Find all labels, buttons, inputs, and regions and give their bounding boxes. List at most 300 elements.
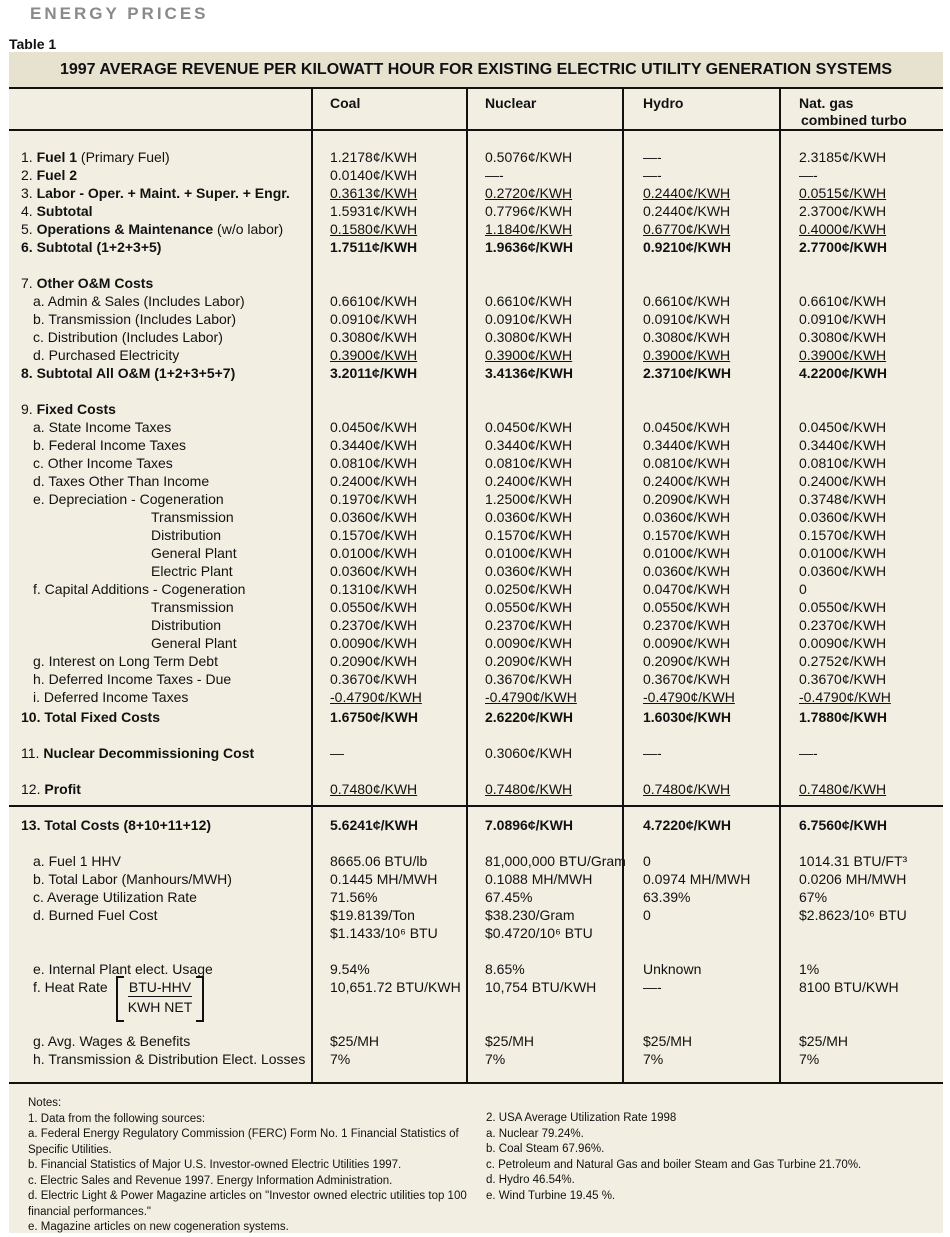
table-cell: 0.0450¢/KWH — [330, 419, 418, 435]
table-row — [9, 166, 943, 184]
table-cell: 0.0100¢/KWH — [643, 545, 731, 561]
table-cell: 0.6610¢/KWH — [643, 293, 731, 309]
table-cell: 0.7796¢/KWH — [485, 203, 573, 219]
row-label — [21, 816, 211, 834]
row-label — [33, 852, 121, 870]
table-cell: 1014.31 BTU/FT³ — [799, 853, 908, 869]
table-cell: 0.2090¢/KWH — [643, 653, 731, 669]
table-cell: 0.0090¢/KWH — [643, 635, 731, 651]
row-label — [151, 526, 221, 544]
column-header-natgas-line2: combined turbo — [801, 112, 907, 128]
table-row — [9, 924, 943, 942]
table-cell: -0.4790¢/KWH — [799, 689, 891, 705]
table-cell: 0.2090¢/KWH — [485, 653, 573, 669]
table-cell: 0.6610¢/KWH — [485, 293, 573, 309]
table-cell: 0.0810¢/KWH — [485, 455, 573, 471]
table-cell: 0.0206 MH/MWH — [799, 871, 907, 887]
table-cell: 0.6770¢/KWH — [643, 221, 731, 237]
note-line: e. Wind Turbine 19.45 %. — [486, 1189, 616, 1202]
table-cell: 0 — [643, 907, 651, 923]
row-label-bold: Subtotal (1+2+3+5) — [36, 239, 162, 255]
row-label — [21, 148, 170, 166]
row-number: 6. — [21, 239, 33, 255]
table-cell: 0.0470¢/KWH — [643, 581, 731, 597]
table-row — [9, 652, 943, 670]
table-cell: 0.0550¢/KWH — [799, 599, 887, 615]
table-cell: 0.1445 MH/MWH — [330, 871, 438, 887]
note-line: 2. USA Average Utilization Rate 1998 — [486, 1112, 677, 1124]
table-cell: 0.1570¢/KWH — [485, 527, 573, 543]
table-cell: 7% — [643, 1051, 664, 1067]
row-label — [33, 346, 179, 364]
row-label-text: b. Total Labor (Manhours/MWH) — [33, 871, 232, 887]
row-label — [33, 292, 245, 310]
table-row — [9, 670, 943, 688]
table-row — [9, 436, 943, 454]
table-cell: 0.3670¢/KWH — [330, 671, 418, 687]
row-label-bold: Subtotal All O&M (1+2+3+5+7) — [36, 365, 236, 381]
row-label-text: c. Distribution (Includes Labor) — [33, 329, 223, 345]
row-label — [21, 274, 153, 292]
table-cell: $25/MH — [485, 1033, 535, 1049]
table-row — [9, 1050, 943, 1068]
table-cell: 0.3440¢/KWH — [330, 437, 418, 453]
row-label-bold: Fuel 2 — [36, 167, 78, 183]
table-cell: 0.0090¢/KWH — [485, 635, 573, 651]
table-row — [9, 562, 943, 580]
table-row — [9, 310, 943, 328]
table-bottom-divider — [9, 1082, 943, 1084]
row-number: 13. — [21, 817, 41, 833]
table-row — [9, 1032, 943, 1050]
table-row — [9, 400, 943, 418]
row-label-text: b. Transmission (Includes Labor) — [33, 311, 237, 327]
note-line: c. Electric Sales and Revenue 1997. Energy Information Administration. — [28, 1174, 393, 1187]
table-cell: —- — [643, 745, 662, 761]
row-label-text: c. Other Income Taxes — [33, 455, 173, 471]
table-row — [9, 526, 943, 544]
table-cell: 0.6610¢/KWH — [330, 293, 418, 309]
table-cell: 81,000,000 BTU/Gram — [485, 853, 626, 869]
row-label-text: e. Internal Plant elect. Usage — [33, 961, 213, 977]
note-line: c. Petroleum and Natural Gas and boiler Steam and Gas Turbine 21.70%. — [486, 1158, 862, 1171]
table-cell: 0.1580¢/KWH — [330, 221, 418, 237]
row-number: 3. — [21, 185, 33, 201]
row-label-text: (w/o labor) — [213, 221, 284, 237]
row-number: 7. — [21, 275, 33, 291]
table-row — [9, 906, 943, 924]
table-cell: 6.7560¢/KWH — [799, 817, 887, 833]
table-row — [9, 780, 943, 798]
table-cell: 0.3080¢/KWH — [330, 329, 418, 345]
table-cell: 0.2752¢/KWH — [799, 653, 887, 669]
row-label-text: b. Federal Income Taxes — [33, 437, 187, 453]
row-label — [33, 1050, 305, 1068]
row-label — [33, 870, 232, 888]
table-row — [9, 148, 943, 166]
table-cell: 0.2400¢/KWH — [330, 473, 418, 489]
table-row — [9, 978, 943, 1015]
row-label-bold: Fixed Costs — [36, 401, 116, 417]
title-divider — [9, 87, 943, 89]
table-cell: $19.8139/Ton — [330, 907, 415, 923]
table-row — [9, 490, 943, 508]
row-label-text: a. Admin & Sales (Includes Labor) — [33, 293, 245, 309]
row-label-text: d. Purchased Electricity — [33, 347, 180, 363]
table-cell: 0.0910¢/KWH — [799, 311, 887, 327]
row-label — [33, 436, 186, 454]
row-label — [21, 708, 160, 726]
table-cell: 0.3440¢/KWH — [799, 437, 887, 453]
row-label-text: f. Capital Additions - Cogeneration — [33, 581, 246, 597]
table-cell: 2.6220¢/KWH — [485, 709, 573, 725]
table-cell: 5.6241¢/KWH — [330, 817, 418, 833]
row-number: 1. — [21, 149, 33, 165]
row-label-bold: Operations & Maintenance — [36, 221, 214, 237]
table-cell: 1.7511¢/KWH — [330, 239, 418, 255]
row-label — [21, 238, 161, 256]
row-label — [33, 418, 171, 436]
table-cell: 0.7480¢/KWH — [485, 781, 573, 797]
row-label-text: d. Taxes Other Than Income — [33, 473, 210, 489]
row-label-text: Electric Plant — [151, 563, 233, 579]
table-row — [9, 238, 943, 256]
row-label — [33, 888, 197, 906]
table-cell: 8.65% — [485, 961, 525, 977]
table-cell: -0.4790¢/KWH — [330, 689, 422, 705]
table-cell: 0.0910¢/KWH — [485, 311, 573, 327]
table-row — [9, 472, 943, 490]
row-label — [33, 454, 173, 472]
table-cell: 0.0550¢/KWH — [485, 599, 573, 615]
table-row — [9, 708, 943, 726]
row-label-text: c. Average Utilization Rate — [33, 889, 197, 905]
table-cell: 7% — [330, 1051, 351, 1067]
table-cell: 0.7480¢/KWH — [799, 781, 887, 797]
row-label-bold: Labor - Oper. + Maint. + Super. + Engr. — [36, 185, 290, 201]
row-label-text: Transmission — [151, 599, 234, 615]
column-header-natgas — [799, 95, 907, 129]
table-row — [9, 364, 943, 382]
table-cell: 67% — [799, 889, 828, 905]
table-cell: 0 — [643, 853, 651, 869]
table-cell: 1.7880¢/KWH — [799, 709, 887, 725]
row-label — [21, 780, 81, 798]
row-number: 10. — [21, 709, 41, 725]
table-cell: 0.0810¢/KWH — [643, 455, 731, 471]
table-cell: 0.3670¢/KWH — [643, 671, 731, 687]
notes-left — [28, 1096, 467, 1236]
notes-right — [486, 1096, 861, 1204]
row-label — [151, 562, 233, 580]
table-cell: —- — [643, 149, 662, 165]
table-label: Table 1 — [9, 36, 57, 52]
table-cell: 1.5931¢/KWH — [330, 203, 418, 219]
row-label — [33, 1032, 190, 1050]
table-cell: 10,651.72 BTU/KWH — [330, 979, 461, 995]
table-cell: 0.0910¢/KWH — [330, 311, 418, 327]
table-cell: 0.0910¢/KWH — [643, 311, 731, 327]
table-row — [9, 816, 943, 834]
table-cell: -0.4790¢/KWH — [643, 689, 735, 705]
table-cell: 0.1310¢/KWH — [330, 581, 418, 597]
row-label — [151, 508, 234, 526]
table-cell: 0.3440¢/KWH — [643, 437, 731, 453]
table-cell: 0.1570¢/KWH — [330, 527, 418, 543]
row-label-text: e. Depreciation - Cogeneration — [33, 491, 224, 507]
table-cell: 0.3080¢/KWH — [485, 329, 573, 345]
row-label-bold: Total Costs (8+10+11+12) — [44, 817, 212, 833]
table-cell: 0.2400¢/KWH — [643, 473, 731, 489]
table-cell: 9.54% — [330, 961, 370, 977]
row-number: 9. — [21, 401, 33, 417]
row-label-text: f. Heat Rate — [33, 979, 108, 995]
table-cell: 1.2178¢/KWH — [330, 149, 418, 165]
table-cell: —- — [799, 167, 818, 183]
cost-table — [9, 52, 943, 1233]
table-cell: 0.7480¢/KWH — [643, 781, 731, 797]
table-cell: 7.0896¢/KWH — [485, 817, 573, 833]
table-cell: 67.45% — [485, 889, 533, 905]
row-number: 8. — [21, 365, 33, 381]
row-label-text: General Plant — [151, 545, 237, 561]
row-label — [151, 544, 237, 562]
table-cell: 8100 BTU/KWH — [799, 979, 899, 995]
row-label — [21, 400, 116, 418]
table-cell: 0.0360¢/KWH — [643, 563, 731, 579]
table-cell: — — [330, 745, 344, 761]
table-row — [9, 508, 943, 526]
fraction-denominator: KWH NET — [127, 999, 193, 1015]
heat-rate-fraction — [116, 978, 205, 1017]
table-cell: 1% — [799, 961, 820, 977]
table-cell: 0.3748¢/KWH — [799, 491, 887, 507]
row-label — [151, 634, 237, 652]
section-header: ENERGY PRICES — [30, 4, 209, 23]
table-row — [9, 634, 943, 652]
table-cell: 3.2011¢/KWH — [330, 365, 418, 381]
table-cell: 0.0360¢/KWH — [485, 563, 573, 579]
row-label-text: i. Deferred Income Taxes — [33, 689, 189, 705]
row-label-text: Distribution — [151, 617, 222, 633]
column-header-coal: Coal — [330, 95, 361, 111]
table-row — [9, 960, 943, 978]
table-row — [9, 870, 943, 888]
note-line: a. Nuclear 79.24%. — [486, 1127, 584, 1140]
table-cell: 0.0360¢/KWH — [485, 509, 573, 525]
table-row — [9, 292, 943, 310]
table-cell: $1.1433/10⁶ BTU — [330, 925, 438, 941]
table-cell: 0.2400¢/KWH — [799, 473, 887, 489]
table-cell: 0.1088 MH/MWH — [485, 871, 593, 887]
row-label — [33, 328, 223, 346]
row-label-text: Distribution — [151, 527, 222, 543]
row-label-text: Transmission — [151, 509, 234, 525]
table-cell: $2.8623/10⁶ BTU — [799, 907, 907, 923]
row-label-text: d. Burned Fuel Cost — [33, 907, 158, 923]
total-divider — [9, 805, 943, 807]
row-label — [33, 906, 158, 924]
table-cell: $25/MH — [799, 1033, 849, 1049]
table-row — [9, 328, 943, 346]
table-cell: 0 — [799, 581, 807, 597]
table-cell: 0.2440¢/KWH — [643, 203, 731, 219]
row-label — [151, 598, 234, 616]
table-cell: 0.0360¢/KWH — [330, 509, 418, 525]
table-cell: 71.56% — [330, 889, 378, 905]
table-cell: 1.1840¢/KWH — [485, 221, 573, 237]
table-cell: $0.4720/10⁶ BTU — [485, 925, 593, 941]
row-label — [21, 364, 235, 382]
table-cell: 4.2200¢/KWH — [799, 365, 887, 381]
table-cell: 0.0810¢/KWH — [799, 455, 887, 471]
table-cell: 0.0450¢/KWH — [485, 419, 573, 435]
table-row — [9, 202, 943, 220]
table-cell: 0.0360¢/KWH — [643, 509, 731, 525]
note-line: financial performances." — [28, 1205, 151, 1218]
row-number: 12. — [21, 781, 41, 797]
table-cell: 0.3613¢/KWH — [330, 185, 418, 201]
table-cell: 0.3900¢/KWH — [330, 347, 418, 363]
row-label — [21, 744, 254, 762]
table-row — [9, 688, 943, 706]
table-cell: $25/MH — [643, 1033, 693, 1049]
table-cell: —- — [643, 167, 662, 183]
row-label — [33, 688, 188, 706]
row-label-text: (Primary Fuel) — [77, 149, 170, 165]
table-cell: 1.2500¢/KWH — [485, 491, 573, 507]
table-cell: 63.39% — [643, 889, 691, 905]
table-row — [9, 598, 943, 616]
row-label-text: General Plant — [151, 635, 237, 651]
table-cell: 0.1970¢/KWH — [330, 491, 418, 507]
note-line: Notes: — [28, 1097, 62, 1109]
table-row — [9, 888, 943, 906]
table-cell: 0.0360¢/KWH — [799, 509, 887, 525]
column-header-hydro: Hydro — [643, 95, 684, 111]
table-cell: 0.2370¢/KWH — [485, 617, 573, 633]
row-label-text: g. Avg. Wages & Benefits — [33, 1033, 191, 1049]
table-row — [9, 220, 943, 238]
table-cell: 0.0100¢/KWH — [799, 545, 887, 561]
table-cell: 0.7480¢/KWH — [330, 781, 418, 797]
table-cell: 0.3900¢/KWH — [485, 347, 573, 363]
table-cell: 0.2370¢/KWH — [643, 617, 731, 633]
table-cell: 0.2370¢/KWH — [330, 617, 418, 633]
table-cell: 0.1570¢/KWH — [799, 527, 887, 543]
table-cell: Unknown — [643, 961, 702, 977]
row-label-text: h. Transmission & Distribution Elect. Losses — [33, 1051, 306, 1067]
table-row — [9, 744, 943, 762]
table-cell: 1.6030¢/KWH — [643, 709, 731, 725]
table-cell: 0.4000¢/KWH — [799, 221, 887, 237]
table-cell: 0.3060¢/KWH — [485, 745, 573, 761]
table-cell: 8665.06 BTU/lb — [330, 853, 428, 869]
note-line: b. Financial Statistics of Major U.S. Investor-owned Electric Utilities 1997. — [28, 1159, 402, 1171]
table-cell: 0.0100¢/KWH — [485, 545, 573, 561]
table-cell: -0.4790¢/KWH — [485, 689, 577, 705]
table-cell: 0.0550¢/KWH — [330, 599, 418, 615]
table-cell: 0.3900¢/KWH — [799, 347, 887, 363]
table-cell: 0.6610¢/KWH — [799, 293, 887, 309]
table-cell: —- — [643, 979, 662, 995]
table-cell: 0.0100¢/KWH — [330, 545, 418, 561]
row-label-bold: Total Fixed Costs — [44, 709, 161, 725]
row-number: 4. — [21, 203, 33, 219]
table-cell: 0.0090¢/KWH — [330, 635, 418, 651]
table-cell: 7% — [485, 1051, 506, 1067]
row-label — [33, 310, 236, 328]
table-cell: 0.0515¢/KWH — [799, 185, 887, 201]
table-cell: 0.0810¢/KWH — [330, 455, 418, 471]
table-cell: 0.3900¢/KWH — [643, 347, 731, 363]
table-cell: 2.3700¢/KWH — [799, 203, 887, 219]
row-label — [21, 166, 77, 184]
table-cell: 1.6750¢/KWH — [330, 709, 418, 725]
row-label-bold: Subtotal — [36, 203, 93, 219]
table-cell: 0.0360¢/KWH — [330, 563, 418, 579]
row-label — [33, 580, 245, 598]
table-cell: 0.2090¢/KWH — [330, 653, 418, 669]
table-cell: 0.2720¢/KWH — [485, 185, 573, 201]
table-cell: 0.3080¢/KWH — [799, 329, 887, 345]
table-cell: 0.2370¢/KWH — [799, 617, 887, 633]
note-line: b. Coal Steam 67.96%. — [486, 1143, 605, 1155]
table-cell: 0.3080¢/KWH — [643, 329, 731, 345]
table-cell: 0.5076¢/KWH — [485, 149, 573, 165]
table-cell: $25/MH — [330, 1033, 380, 1049]
row-label — [21, 202, 93, 220]
table-cell: 4.7220¢/KWH — [643, 817, 731, 833]
row-number: 5. — [21, 221, 33, 237]
row-label — [151, 616, 221, 634]
table-cell: 0.0090¢/KWH — [799, 635, 887, 651]
note-line: e. Magazine articles on new cogeneration systems. — [28, 1221, 289, 1233]
table-cell: 7% — [799, 1051, 820, 1067]
table-cell: 0.0450¢/KWH — [799, 419, 887, 435]
row-label-text: h. Deferred Income Taxes - Due — [33, 671, 232, 687]
table-row — [9, 274, 943, 292]
row-number: 2. — [21, 167, 33, 183]
row-label — [21, 184, 290, 202]
table-cell: 0.0360¢/KWH — [799, 563, 887, 579]
table-cell: 2.7700¢/KWH — [799, 239, 887, 255]
header-divider — [9, 129, 943, 131]
table-cell: 0.0140¢/KWH — [330, 167, 418, 183]
row-label — [33, 978, 204, 1017]
table-cell: 10,754 BTU/KWH — [485, 979, 597, 995]
table-row — [9, 184, 943, 202]
table-cell: 2.3185¢/KWH — [799, 149, 887, 165]
table-cell: 0.0250¢/KWH — [485, 581, 573, 597]
row-label — [33, 652, 218, 670]
table-cell: —- — [799, 745, 818, 761]
note-line: d. Electric Light & Power Magazine articles on "Investor owned electric utilities top 100 — [28, 1190, 467, 1202]
table-title: 1997 AVERAGE REVENUE PER KILOWATT HOUR FOR EXISTING ELECTRIC UTILITY GENERATION SYSTEMS — [9, 52, 943, 88]
table-row — [9, 852, 943, 870]
row-label — [33, 490, 224, 508]
note-line: a. Federal Energy Regulatory Commission (FERC) Form No. 1 Financial Statistics of — [28, 1128, 459, 1140]
table-row — [9, 616, 943, 634]
table-cell: 0.3670¢/KWH — [485, 671, 573, 687]
table-cell: 2.3710¢/KWH — [643, 365, 731, 381]
row-label-bold: Nuclear Decommissioning Cost — [43, 745, 255, 761]
table-row — [9, 418, 943, 436]
row-label-text: a. State Income Taxes — [33, 419, 172, 435]
table-cell: 0.9210¢/KWH — [643, 239, 731, 255]
note-line: d. Hydro 46.54%. — [486, 1174, 575, 1186]
row-label-text: a. Fuel 1 HHV — [33, 853, 121, 869]
